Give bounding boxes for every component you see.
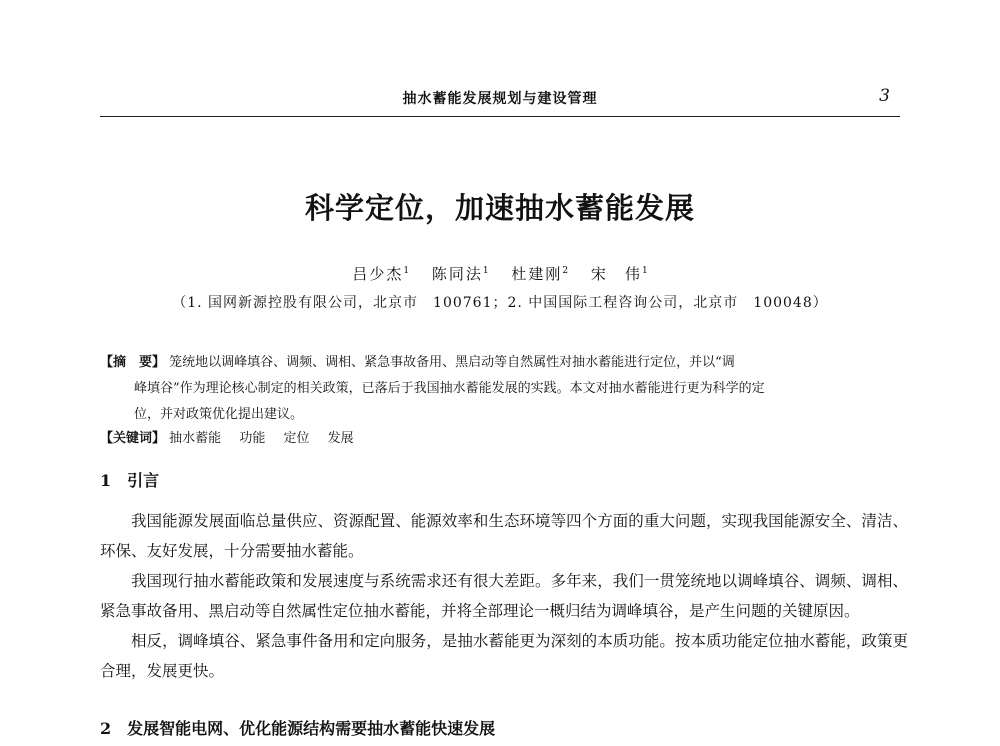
running-header: [100, 86, 900, 114]
author-list: [0, 263, 1000, 284]
body-text: [100, 506, 908, 686]
section-heading: [100, 468, 159, 491]
paragraph: 我国现行抽水蓄能政策和发展速度与系统需求还有很大差距。多年来，我们一贯笼统地以调峰填谷、调频、调相、紧急事故备用、黑启动等自然属性定位抽水蓄能，并将全部理论一概归结为调峰填谷，是产生问题的关键原因。: [100, 572, 908, 620]
section-heading: [100, 716, 495, 739]
paragraph: 相反，调峰填谷、紧急事件备用和定向服务，是抽水蓄能更为深刻的本质功能。按本质功能定位抽水蓄能，政策更合理，发展更快。: [100, 632, 908, 680]
author: [511, 265, 568, 283]
author: [591, 265, 648, 283]
page-number: 3: [879, 86, 890, 106]
author-name: 宋 伟: [590, 265, 642, 283]
affiliation: （1. 国网新源控股有限公司，北京市 100761；2. 中国国际工程咨询公司，北京市 100048）: [172, 295, 828, 311]
author-name: 杜建刚: [511, 265, 563, 283]
author-name: 吕少杰: [352, 265, 404, 283]
abstract-text: 笼统地以调峰填谷、调频、调相、紧急事故备用、黑启动等自然属性对抽水蓄能进行定位，并以“调: [169, 355, 735, 370]
author-affiliation-mark: 1: [482, 266, 489, 276]
keyword: 发展: [327, 431, 354, 446]
author: [352, 265, 409, 283]
abstract-line: 位，并对政策优化提出建议。: [134, 407, 304, 422]
keyword: 抽水蓄能: [169, 431, 222, 446]
section-title: 引言: [127, 471, 160, 490]
paper-title: 科学定位，加速抽水蓄能发展: [304, 191, 695, 225]
section-number: 2: [100, 719, 112, 738]
section-title: 发展智能电网、优化能源结构需要抽水蓄能快速发展: [127, 719, 496, 738]
header-rule: [100, 116, 900, 117]
author-affiliation-mark: 1: [403, 266, 410, 276]
abstract-label: 【摘 要】: [100, 355, 166, 370]
abstract-line: 峰填谷”作为理论核心制定的相关政策，已落后于我国抽水蓄能发展的实践。本文对抽水蓄能进行更为科学的定: [134, 381, 765, 396]
section-number: 1: [100, 471, 112, 490]
keywords: [100, 427, 368, 446]
keyword: 功能: [239, 431, 266, 446]
author-affiliation-mark: 2: [562, 266, 569, 276]
keywords-label: 【关键词】: [100, 431, 166, 446]
abstract-line: [100, 350, 880, 376]
abstract: [100, 350, 880, 428]
running-title: 抽水蓄能发展规划与建设管理: [402, 91, 598, 107]
paragraph: 我国能源发展面临总量供应、资源配置、能源效率和生态环境等四个方面的重大问题，实现我国能源安全、清洁、环保、友好发展，十分需要抽水蓄能。: [100, 512, 908, 560]
author-affiliation-mark: 1: [641, 266, 648, 276]
author-name: 陈同法: [431, 265, 483, 283]
author: [432, 265, 489, 283]
keyword: 定位: [283, 431, 310, 446]
